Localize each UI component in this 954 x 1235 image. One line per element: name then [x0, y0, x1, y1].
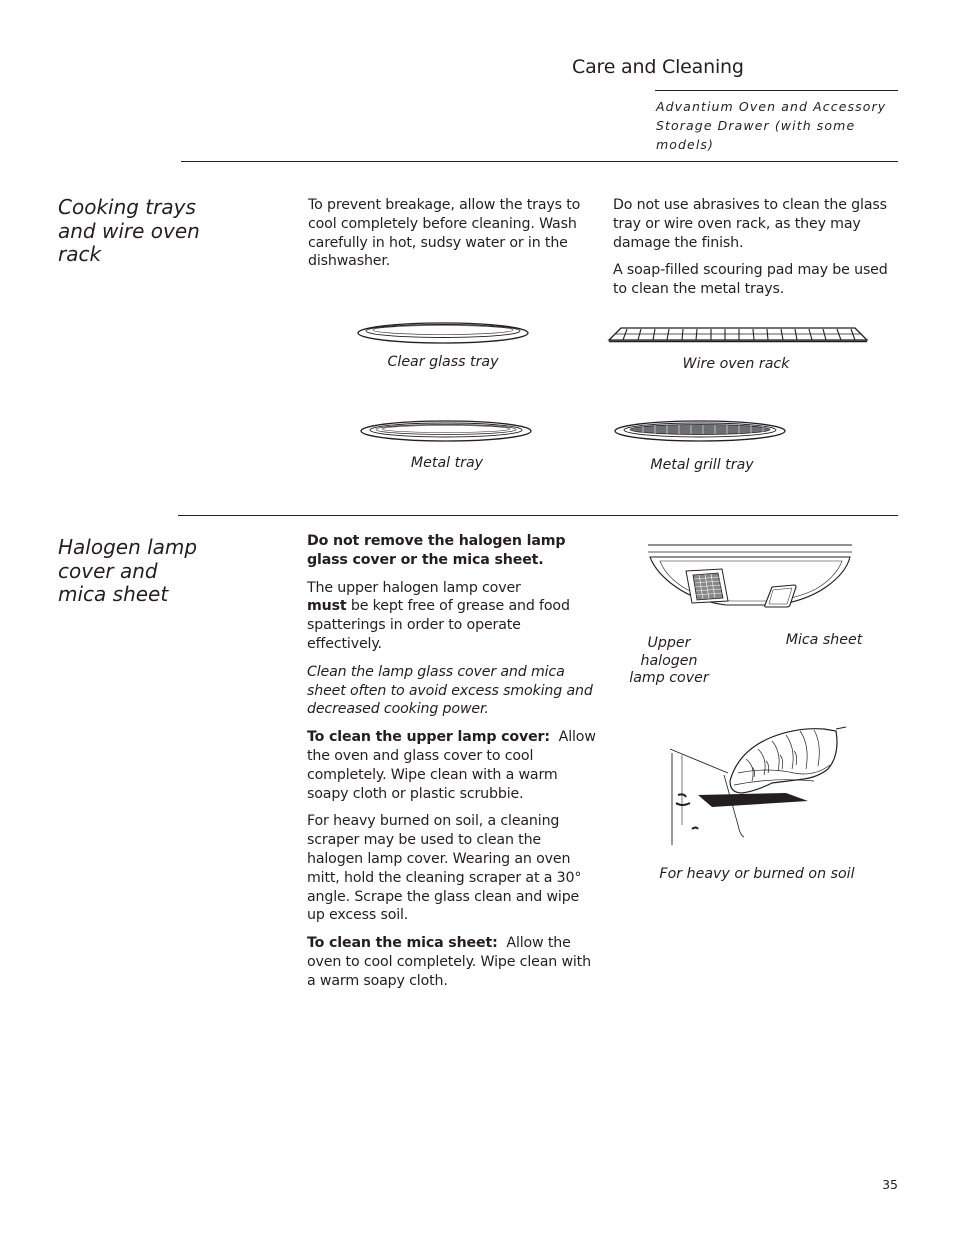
halogen-lamp-text-column: [307, 532, 599, 1000]
section-divider-middle: [178, 515, 898, 516]
section-divider-top: [181, 161, 898, 162]
caption-wire-oven-rack: Wire oven rack: [682, 356, 790, 372]
page-number: 35: [882, 1177, 898, 1192]
clear-glass-tray-illustration: [356, 320, 530, 346]
caption-metal-tray: Metal tray: [410, 455, 484, 471]
wire-oven-rack-illustration: [607, 320, 869, 346]
clean-upper-lamp-paragraph: To clean the upper lamp cover: Allow the oven and glass cover to cool completely. Wipe clean with a warm soapy cloth or plastic scrubbie.: [307, 729, 596, 802]
section-title-halogen-lamp: Halogen lamp cover and mica sheet: [58, 535, 198, 606]
halogen-warning: Do not remove the halogen lamp glass cover or the mica sheet.: [307, 533, 566, 568]
abrasives-warning-text: Do not use abrasives to clean the glass tray or wire oven rack, as they may damage the finish.: [613, 197, 887, 251]
clean-often-note: Clean the lamp glass cover and mica sheet often to avoid excess smoking and decreased cooking power.: [307, 663, 593, 718]
caption-metal-grill-tray: Metal grill tray: [650, 457, 754, 473]
caption-mica-sheet: Mica sheet: [785, 632, 863, 648]
cooking-trays-breakage-text: To prevent breakage, allow the trays to cool completely before cleaning. Wash carefully in hot, sudsy water or in the dishwasher.: [308, 197, 581, 270]
caption-heavy-soil: For heavy or burned on soil: [659, 866, 855, 882]
lamp-cover-paragraph: The upper halogen lamp cover must be kept free of grease and food spatterings in order to operate effectively.: [307, 579, 570, 652]
cooking-trays-col2: [613, 196, 905, 308]
header-subtitle: Advantium Oven and Accessory Storage Drawer (with some models): [656, 99, 887, 152]
clean-mica-paragraph: To clean the mica sheet: Allow the oven to cool completely. Wipe clean with a warm soapy cloth.: [307, 935, 591, 989]
metal-tray-illustration: [359, 418, 533, 444]
section-title-cooking-trays: Cooking trays and wire oven rack: [58, 195, 200, 266]
oven-ceiling-illustration: [646, 543, 856, 623]
caption-upper-lamp-cover: Upper halogen lamp cover: [629, 635, 709, 686]
metal-grill-tray-illustration: [613, 418, 787, 444]
header-rule: [655, 90, 898, 91]
caption-clear-glass-tray: Clear glass tray: [387, 354, 499, 370]
scouring-pad-text: A soap-filled scouring pad may be used to clean the metal trays.: [613, 262, 888, 298]
heavy-soil-paragraph: For heavy burned on soil, a cleaning scraper may be used to clean the halogen lamp cover. Wearing an oven mitt, hold the cleaning scraper at a 30° angle. Scrape the glass clean and wipe up excess soil.: [307, 813, 582, 924]
oven-mitt-scraper-illustration: [668, 725, 848, 853]
section-header-title: Care and Cleaning: [572, 56, 744, 78]
cooking-trays-col1: [308, 196, 598, 280]
